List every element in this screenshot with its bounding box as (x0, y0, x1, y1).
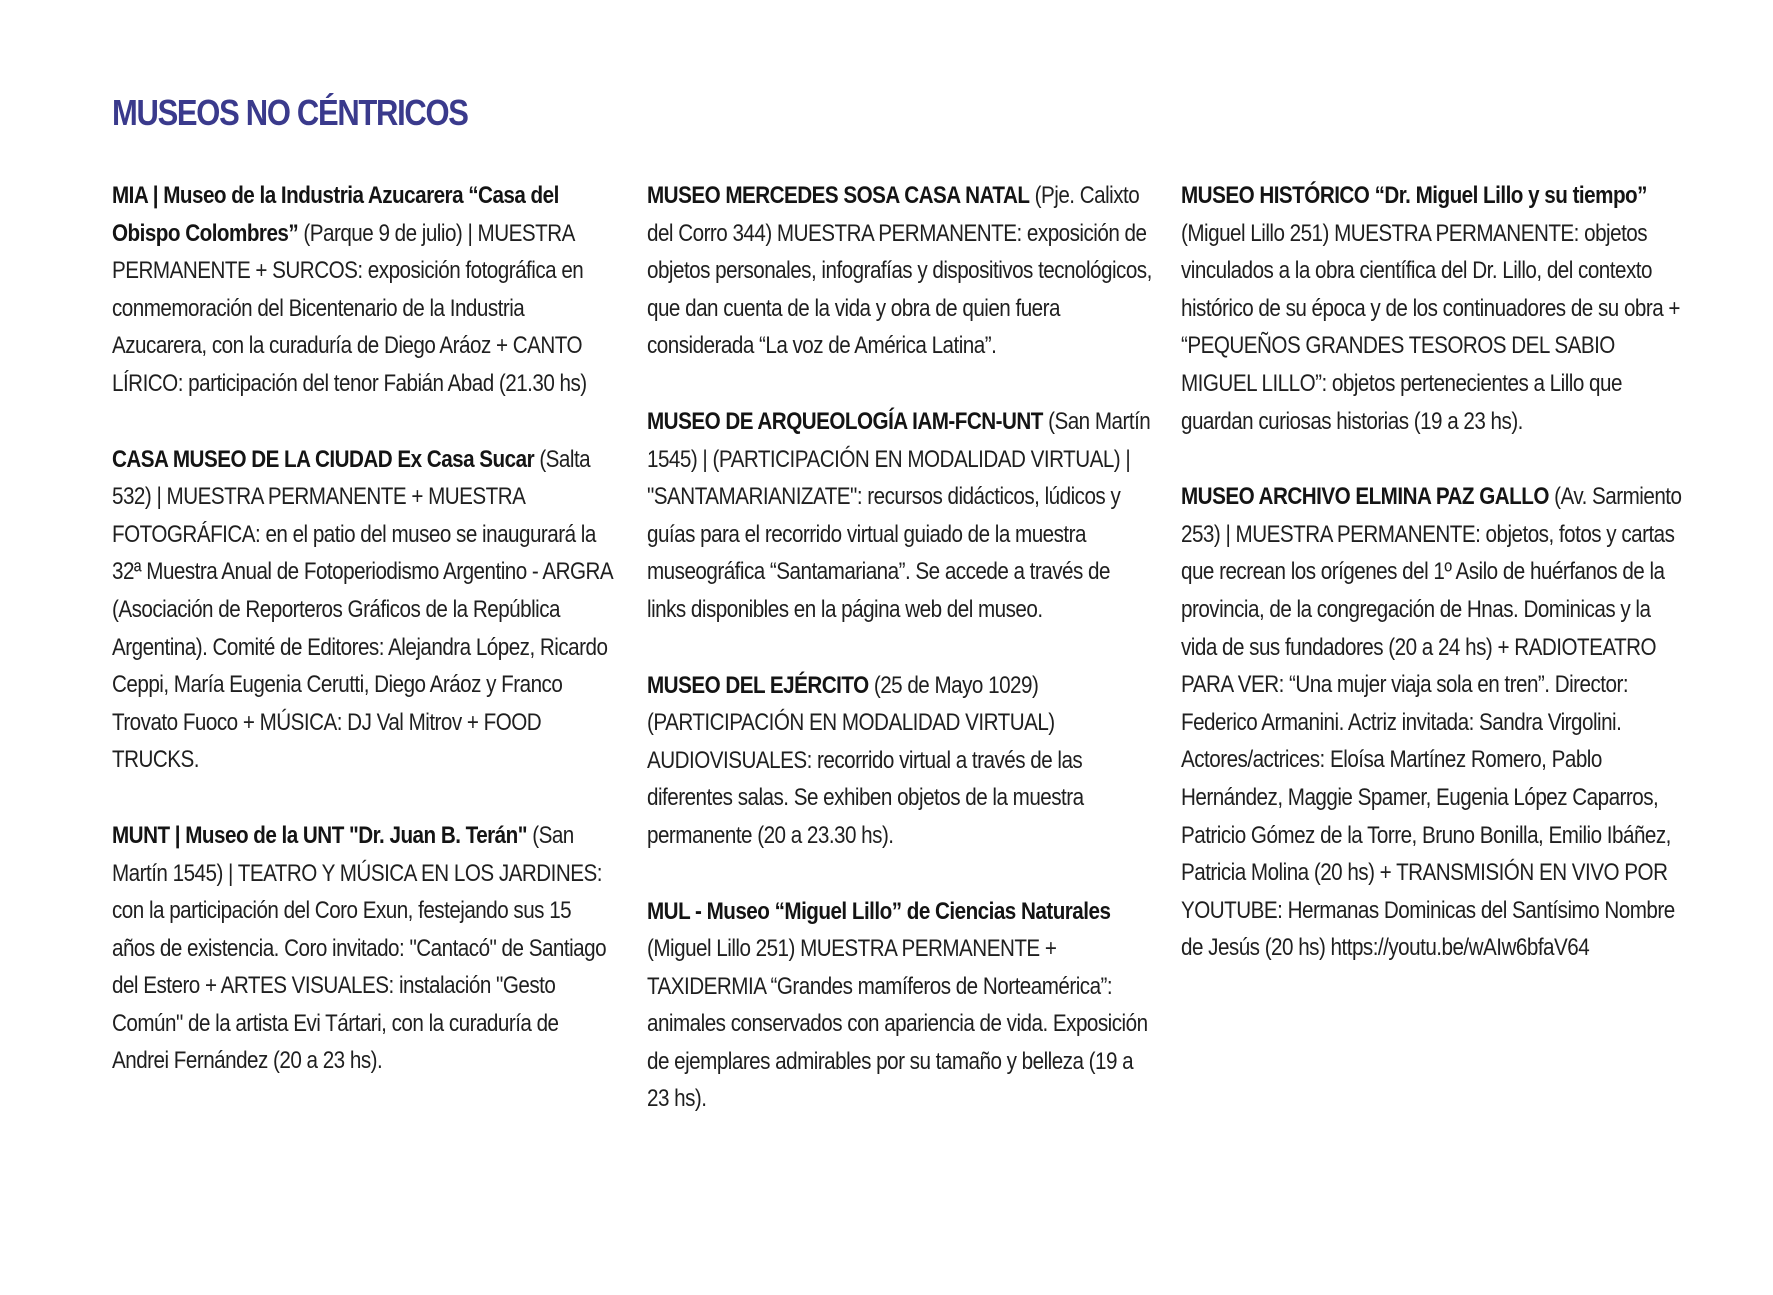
museum-entry-casa-museo-ciudad (112, 441, 618, 779)
museum-name: CASA MUSEO DE LA CIUDAD Ex Casa Sucar (112, 445, 535, 473)
museum-name: MUSEO MERCEDES SOSA CASA NATAL (647, 182, 1030, 209)
museum-entry-historico-lillo (1181, 177, 1687, 440)
museum-details: (San Martín 1545) | TEATRO Y MÚSICA EN LOS JARDINES: con la participación del Coro Exun, festejando sus 15 años de existencia. Coro invitado: "Cantacó" de Santiago del Estero + ARTES VISUALES: instalación "Gesto Común" de la artista Evi Tártari, con la curaduría de Andrei Fernández (20 a 23 hs). (112, 821, 607, 1075)
museum-entry-elmina-paz-gallo (1181, 478, 1687, 967)
column-2 (647, 177, 1153, 1156)
museum-name: MUSEO DEL EJÉRCITO (647, 671, 869, 699)
museum-name: MUSEO ARCHIVO ELMINA PAZ GALLO (1181, 483, 1549, 511)
museum-entry-arqueologia (647, 403, 1153, 629)
museum-name: MUSEO HISTÓRICO “Dr. Miguel Lillo y su tiempo” (1181, 182, 1647, 209)
museum-name: MUL - Museo “Miguel Lillo” de Ciencias Naturales (647, 897, 1111, 925)
museum-entry-ejercito (647, 667, 1153, 855)
museum-details: (San Martín 1545) | (PARTICIPACIÓN EN MODALIDAD VIRTUAL) | "SANTAMARIANIZATE": recursos didácticos, lúdicos y guías para el recorrido virtual guiado de la muestra museográfica “Santamariana”. Se accede a través de links disponibles en la página web del museo. (647, 407, 1151, 623)
museum-entry-munt (112, 817, 618, 1080)
column-3 (1181, 177, 1687, 1005)
museum-details: (Miguel Lillo 251) MUESTRA PERMANENTE: objetos vinculados a la obra científica del Dr. Lillo, del contexto histórico de su época y de los continuadores de su obra + “PEQUEÑOS GRANDES TESOROS DEL SABIO MIGUEL LILLO”: objetos pertenecientes a Lillo que guardan curiosas historias (19 a 23 hs). (1181, 219, 1680, 435)
museum-name: MUNT | Museo de la UNT "Dr. Juan B. Terán" (112, 821, 528, 849)
museum-details: (Pje. Calixto del Corro 344) MUESTRA PERMANENTE: exposición de objetos personales, infografías y dispositivos tecnológicos, que dan cuenta de la vida y obra de quien fuera considerada “La voz de América Latina”. (647, 182, 1152, 360)
column-1 (112, 177, 618, 1118)
museum-details: (25 de Mayo 1029) (PARTICIPACIÓN EN MODALIDAD VIRTUAL) AUDIOVISUALES: recorrido virtual a través de las diferentes salas. Se exhiben objetos de la muestra permanente (20 a 23.30 hs). (647, 671, 1084, 849)
museum-name: MUSEO DE ARQUEOLOGÍA IAM-FCN-UNT (647, 407, 1043, 435)
museum-entry-mul (647, 893, 1153, 1119)
section-title: MUSEOS NO CÉNTRICOS (112, 92, 468, 133)
museum-name: MIA | Museo de la Industria Azucarera “Casa del Obispo Colombres” (112, 182, 559, 247)
museum-details: (Parque 9 de julio) | MUESTRA PERMANENTE + SURCOS: exposición fotográfica en conmemoración del Bicentenario de la Industria Azucarera, con la curaduría de Diego Aráoz + CANTO LÍRICO: participación del tenor Fabián Abad (21.30 hs) (112, 219, 587, 397)
museum-details: (Miguel Lillo 251) MUESTRA PERMANENTE + TAXIDERMIA “Grandes mamíferos de Norteamérica”: animales conservados con apariencia de vida. Exposición de ejemplares admirables por su tamaño y belleza (19 a 23 hs). (647, 935, 1148, 1113)
museum-details: (Av. Sarmiento 253) | MUESTRA PERMANENTE: objetos, fotos y cartas que recrean los orígenes del 1º Asilo de huérfanos de la provincia, de la congregación de Hnas. Dominicas y la vida de sus fundadores (20 a 24 hs) + RADIOTEATRO PARA VER: “Una mujer viaja sola en tren”. Director: Federico Armanini. Actriz invitada: Sandra Virgolini. Actores/actrices: Eloísa Martínez Romero, Pablo Hernández, Maggie Spamer, Eugenia López Caparros, Patricio Gómez de la Torre, Bruno Bonilla, Emilio Ibáñez, Patricia Molina (20 hs) + TRANSMISIÓN EN VIVO POR YOUTUBE: Hermanas Dominicas del Santísimo Nombre de Jesús (20 hs) https://youtu.be/wAIw6bfaV64 (1181, 483, 1682, 962)
museum-details: (Salta 532) | MUESTRA PERMANENTE + MUESTRA FOTOGRÁFICA: en el patio del museo se inaugurará la 32ª Muestra Anual de Fotoperiodismo Argentino - ARGRA (Asociación de Reporteros Gráficos de la República Argentina). Comité de Editores: Alejandra López, Ricardo Ceppi, María Eugenia Cerutti, Diego Aráoz y Franco Trovato Fuoco + MÚSICA: DJ Val Mitrov + FOOD TRUCKS. (112, 445, 613, 774)
museum-entry-mia (112, 177, 618, 403)
museum-entry-mercedes-sosa (647, 177, 1153, 365)
